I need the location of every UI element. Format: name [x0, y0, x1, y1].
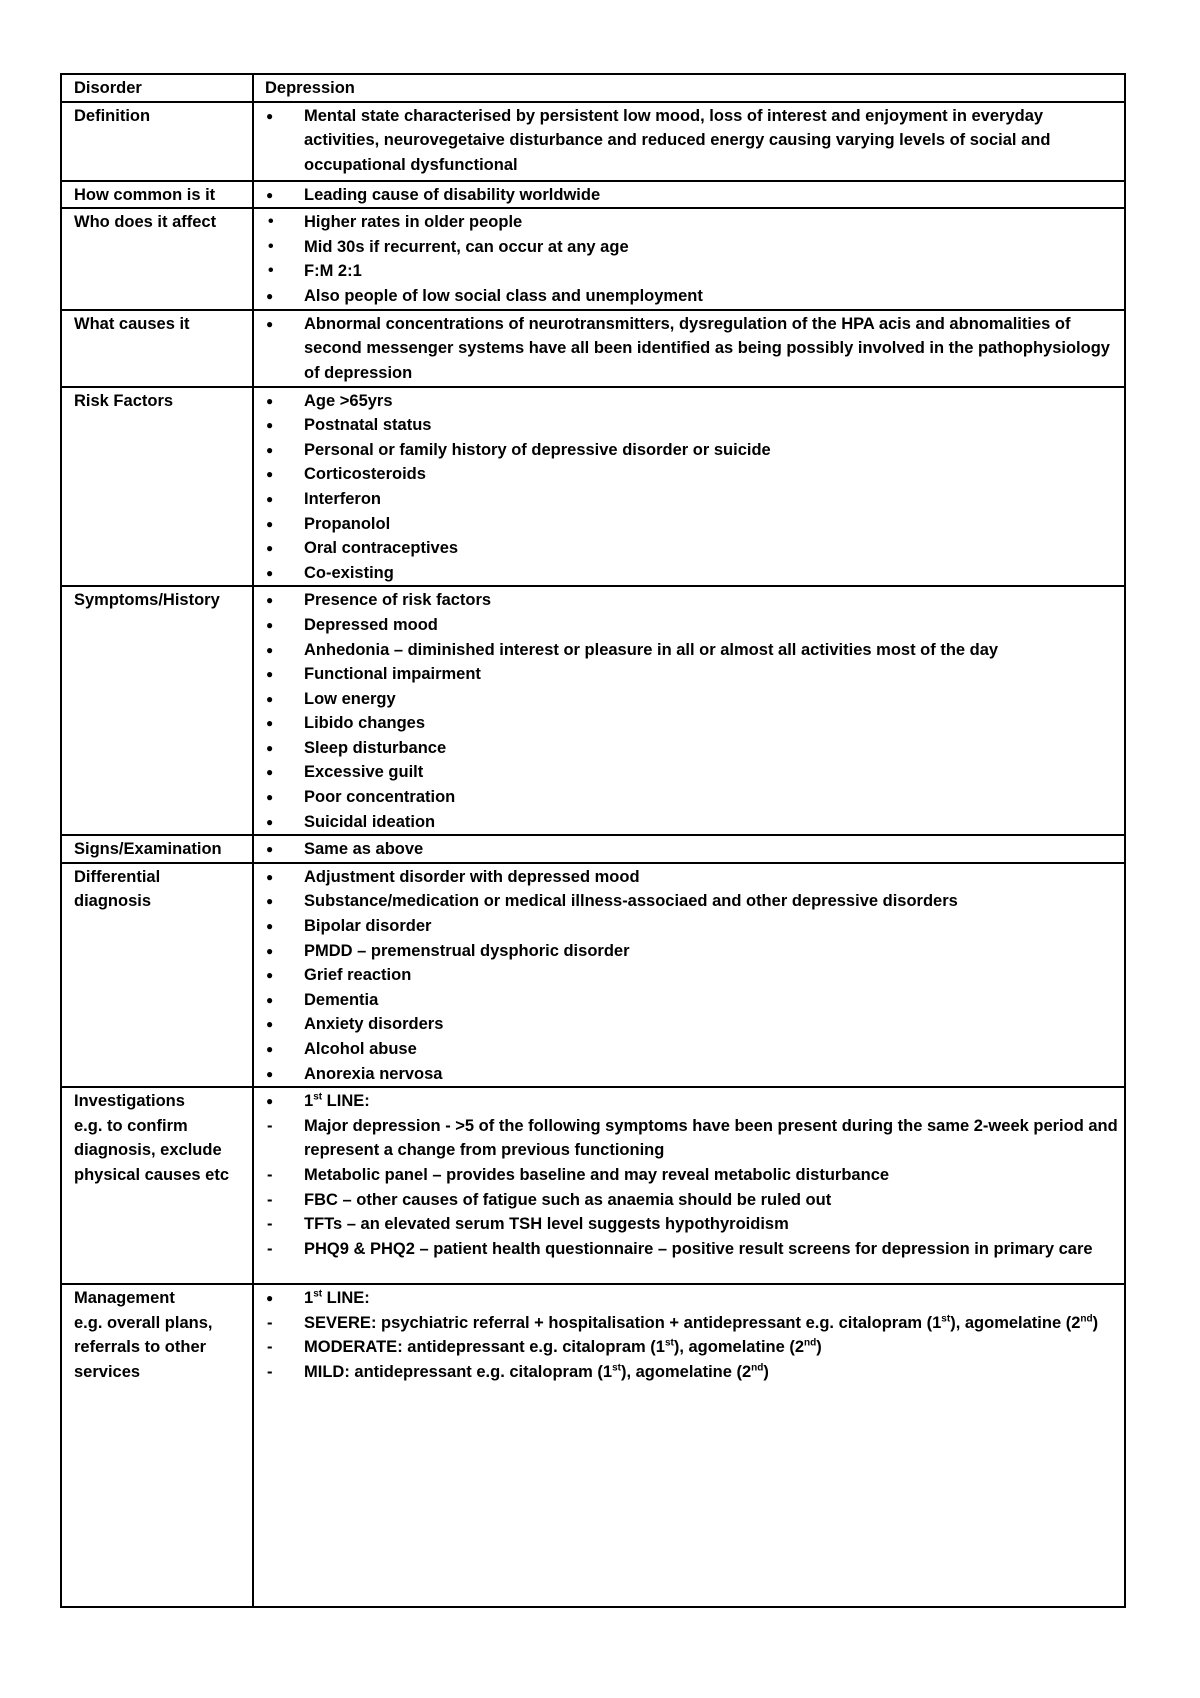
causes-content — [253, 310, 1125, 387]
list-item: - Metabolic panel – provides baseline and may reveal metabolic disturbance — [265, 1163, 1118, 1188]
list-item: ● Personal or family history of depressive disorder or suicide — [265, 438, 1118, 463]
list-item: ● Alcohol abuse — [265, 1037, 1118, 1062]
who-affects-content — [253, 208, 1125, 309]
list-item: ● Functional impairment — [265, 662, 1118, 687]
causes-row — [61, 310, 1125, 387]
management-list — [265, 1286, 1118, 1311]
list-item: • Mid 30s if recurrent, can occur at any age — [265, 235, 1118, 260]
list-item: ● Also people of low social class and unemployment — [265, 284, 1118, 309]
list-item: - TFTs – an elevated serum TSH level suggests hypothyroidism — [265, 1212, 1118, 1237]
list-item: ● Age >65yrs — [265, 389, 1118, 414]
management-row — [61, 1284, 1125, 1607]
list-item: ● PMDD – premenstrual dysphoric disorder — [265, 939, 1118, 964]
management-label-line1: Management — [74, 1289, 175, 1308]
header-disorder-label: Disorder — [61, 74, 253, 102]
how-common-list — [265, 183, 1118, 208]
definition-content — [253, 102, 1125, 181]
differential-row — [61, 863, 1125, 1087]
list-item: ● Low energy — [265, 687, 1118, 712]
signs-list — [265, 837, 1118, 862]
who-affects-row — [61, 208, 1125, 309]
management-label-line3: referrals to other — [74, 1338, 207, 1357]
header-row — [61, 74, 1125, 102]
list-item: - Major depression - >5 of the following symptoms have been present during the same 2-week period and represent a change from previous functioning — [265, 1114, 1118, 1163]
header-disorder-value: Depression — [253, 74, 1125, 102]
signs-row — [61, 835, 1125, 863]
management-label-line4: services — [74, 1362, 141, 1381]
who-affects-list-cont — [265, 284, 1118, 309]
disorder-summary-table — [60, 73, 1126, 1608]
differential-label-line2: diagnosis — [74, 892, 152, 911]
list-item: ● Same as above — [265, 837, 1118, 862]
list-item: ● Anxiety disorders — [265, 1012, 1118, 1037]
list-item: ● Adjustment disorder with depressed mood — [265, 865, 1118, 890]
first-line-heading: ● 1st LINE: — [265, 1089, 1118, 1114]
investigations-label-line4: physical causes etc — [74, 1165, 230, 1184]
risk-factors-row — [61, 387, 1125, 587]
list-item: ● Dementia — [265, 988, 1118, 1013]
list-item: ● Interferon — [265, 487, 1118, 512]
causes-label: What causes it — [61, 310, 253, 387]
list-item: - PHQ9 & PHQ2 – patient health questionnaire – positive result screens for depression in primary care — [265, 1237, 1118, 1262]
list-item: ● Oral contraceptives — [265, 536, 1118, 561]
list-item: ● Poor concentration — [265, 785, 1118, 810]
risk-factors-label: Risk Factors — [61, 387, 253, 587]
symptoms-row — [61, 586, 1125, 835]
who-affects-label: Who does it affect — [61, 208, 253, 309]
list-item: ● Libido changes — [265, 711, 1118, 736]
first-line-heading: ● 1st LINE: — [265, 1286, 1118, 1311]
differential-list — [265, 865, 1118, 1086]
investigations-list — [265, 1089, 1118, 1114]
list-item: ● Propanolol — [265, 512, 1118, 537]
management-moderate: - MODERATE: antidepressant e.g. citalopram (1st), agomelatine (2nd) — [265, 1335, 1118, 1360]
symptoms-list — [265, 588, 1118, 834]
causes-list — [265, 312, 1118, 386]
investigations-label — [61, 1087, 253, 1284]
investigations-label-line1: Investigations — [74, 1092, 185, 1111]
list-item: ● Postnatal status — [265, 413, 1118, 438]
management-severe: - SEVERE: psychiatric referral + hospitalisation + antidepressant e.g. citalopram (1st), agomelatine (2nd) — [265, 1311, 1118, 1336]
who-affects-list — [265, 210, 1118, 284]
management-sublist — [265, 1311, 1118, 1385]
definition-list — [265, 104, 1118, 178]
management-label — [61, 1284, 253, 1607]
list-item: ● Mental state characterised by persistent low mood, loss of interest and enjoyment in everyday activities, neurovegetaive disturbance and reduced energy causing varying levels of social and occupational dysfunctional — [265, 104, 1118, 178]
how-common-content — [253, 181, 1125, 209]
list-item: ● Grief reaction — [265, 963, 1118, 988]
symptoms-label: Symptoms/History — [61, 586, 253, 835]
list-item: ● Corticosteroids — [265, 462, 1118, 487]
list-item: ● Leading cause of disability worldwide — [265, 183, 1118, 208]
list-item: ● Anorexia nervosa — [265, 1062, 1118, 1087]
definition-row — [61, 102, 1125, 181]
how-common-row — [61, 181, 1125, 209]
how-common-label: How common is it — [61, 181, 253, 209]
list-item: ● Co-existing — [265, 561, 1118, 586]
management-mild: - MILD: antidepressant e.g. citalopram (1st), agomelatine (2nd) — [265, 1360, 1118, 1385]
investigations-sublist — [265, 1114, 1118, 1262]
symptoms-content — [253, 586, 1125, 835]
list-item: ● Bipolar disorder — [265, 914, 1118, 939]
list-item: • Higher rates in older people — [265, 210, 1118, 235]
list-item: ● Anhedonia – diminished interest or pleasure in all or almost all activities most of the day — [265, 638, 1118, 663]
list-item: ● Substance/medication or medical illness-associaed and other depressive disorders — [265, 889, 1118, 914]
risk-factors-list — [265, 389, 1118, 586]
definition-label: Definition — [61, 102, 253, 181]
list-item: ● Depressed mood — [265, 613, 1118, 638]
risk-factors-content — [253, 387, 1125, 587]
list-item: - FBC – other causes of fatigue such as anaemia should be ruled out — [265, 1188, 1118, 1213]
investigations-label-line2: e.g. to confirm — [74, 1116, 188, 1135]
list-item: ● Presence of risk factors — [265, 588, 1118, 613]
differential-label-line1: Differential — [74, 867, 161, 886]
investigations-content — [253, 1087, 1125, 1284]
list-item: ● Suicidal ideation — [265, 810, 1118, 835]
investigations-label-line3: diagnosis, exclude — [74, 1141, 222, 1160]
differential-content — [253, 863, 1125, 1087]
signs-content — [253, 835, 1125, 863]
management-label-line2: e.g. overall plans, — [74, 1313, 213, 1332]
list-item: • F:M 2:1 — [265, 259, 1118, 284]
management-content — [253, 1284, 1125, 1607]
differential-label — [61, 863, 253, 1087]
signs-label: Signs/Examination — [61, 835, 253, 863]
list-item: ● Excessive guilt — [265, 760, 1118, 785]
list-item: ● Abnormal concentrations of neurotransmitters, dysregulation of the HPA acis and abnomalities of second messenger systems have all been identified as being possibly involved in the pathophysiology of depression — [265, 312, 1118, 386]
investigations-row — [61, 1087, 1125, 1284]
list-item: ● Sleep disturbance — [265, 736, 1118, 761]
